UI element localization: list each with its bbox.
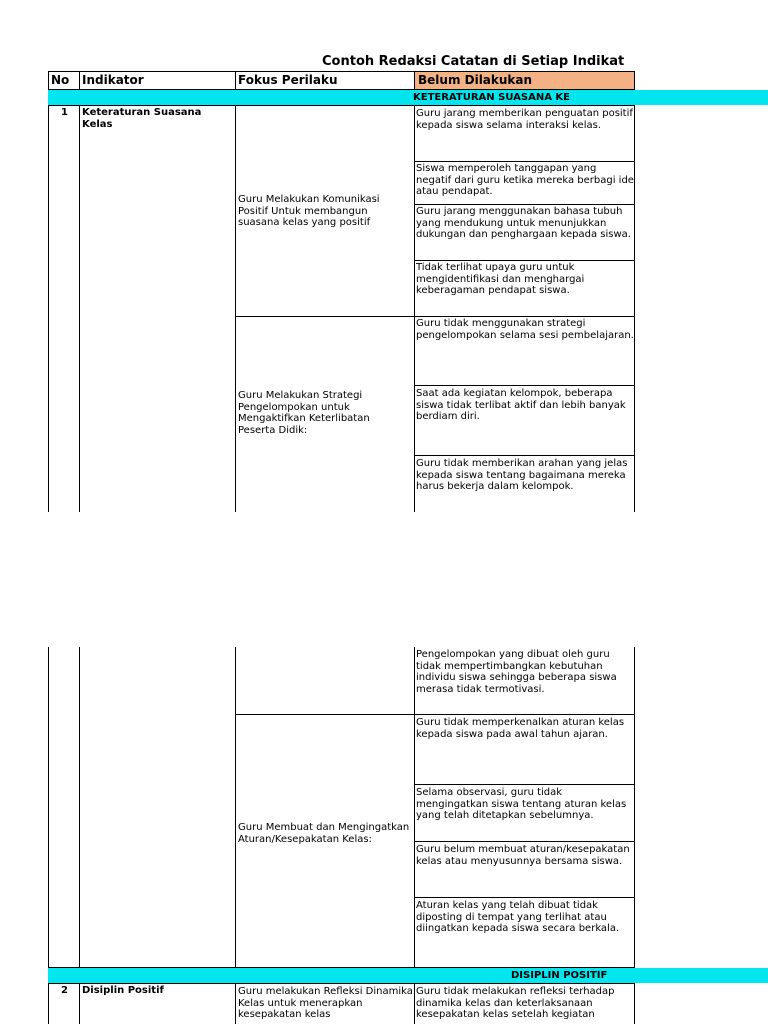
col-border (79, 105, 80, 512)
row-border (415, 204, 635, 205)
header-border (414, 71, 415, 89)
indikator-keteraturan: Keteraturan Suasana Kelas (82, 107, 202, 130)
indikator-disiplin-positif: Disiplin Positif (82, 985, 164, 996)
belum-item: Saat ada kegiatan kelompok, beberapa siswa tidak terlibat aktif dan lebih banyak berdiam diri. (416, 388, 626, 422)
belum-item: Guru jarang memberikan penguatan positif kepada siswa selama interaksi kelas. (416, 108, 633, 131)
col-border (634, 105, 635, 512)
col-border (414, 105, 415, 512)
page-title: Contoh Redaksi Catatan di Setiap Indikat (322, 54, 625, 69)
col-border (634, 983, 635, 1024)
col-border (634, 647, 635, 968)
header-border (79, 71, 80, 89)
row-border (415, 841, 635, 842)
header-fokus-perilaku: Fokus Perilaku (238, 73, 338, 87)
row-border (48, 983, 635, 984)
col-border (414, 647, 415, 968)
belum-item: Guru belum membuat aturan/kesepakatan kelas atau menyusunnya bersama siswa. (416, 844, 630, 867)
header-border (634, 71, 635, 89)
col-border (235, 105, 236, 512)
header-border (48, 71, 49, 89)
section-band-label: KETERATURAN SUASANA KE (413, 92, 570, 103)
header-no: No (51, 73, 70, 87)
belum-item: Guru tidak menggunakan strategi pengelompokan selama sesi pembelajaran. (416, 318, 634, 341)
belum-item: Guru jarang menggunakan bahasa tubuh yang mendukung untuk menunjukkan dukungan dan penghargaan kepada siswa. (416, 206, 631, 240)
fokus-strategi-pengelompokan: Guru Melakukan Strategi Pengelompokan untuk Mengaktifkan Keterlibatan Peserta Didik: (238, 390, 370, 436)
belum-item: Guru tidak memperkenalkan aturan kelas kepada siswa pada awal tahun ajaran. (416, 717, 625, 740)
fokus-aturan-kesepakatan: Guru Membuat dan Mengingatkan Aturan/Kesepakatan Kelas: (238, 822, 410, 845)
row-border (415, 260, 635, 261)
header-border (235, 71, 236, 89)
section-band-disiplin (48, 968, 768, 983)
col-border (414, 983, 415, 1024)
belum-item: Guru tidak melakukan refleksi terhadap dinamika kelas dan keterlaksanaan kesepakatan kelas setelah kegiatan (416, 986, 615, 1020)
col-border (48, 983, 49, 1024)
col-border (79, 647, 80, 968)
header-indikator: Indikator (82, 73, 144, 87)
belum-item: Aturan kelas yang telah dibuat tidak diposting di tempat yang terlihat atau diingatkan kepada siswa secara berkala. (416, 900, 620, 934)
fokus-komunikasi-positif: Guru Melakukan Komunikasi Positif Untuk membangun suasana kelas yang positif (238, 194, 380, 228)
belum-item: Siswa memperoleh tanggapan yang negatif dari guru ketika mereka berbagi ide atau pendapat. (416, 163, 634, 197)
col-border (48, 647, 49, 968)
belum-item: Selama observasi, guru tidak mengingatkan siswa tentang aturan kelas yang telah ditetapkan sebelumnya. (416, 787, 627, 821)
col-border (79, 983, 80, 1024)
row-border (415, 784, 635, 785)
fokus-refleksi-dinamika: Guru melakukan Refleksi Dinamika Kelas untuk menerapkan kesepakatan kelas (238, 986, 413, 1020)
row-border (415, 455, 635, 456)
row-border (236, 316, 635, 317)
row-border (48, 105, 635, 106)
col-border (235, 647, 236, 968)
belum-item: Pengelompokan yang dibuat oleh guru tidak mempertimbangkan kebutuhan individu siswa sehingga beberapa siswa merasa tidak termotivasi. (416, 649, 617, 695)
section-band-label: DISIPLIN POSITIF (511, 970, 608, 981)
row-number-2: 2 (61, 985, 68, 996)
row-number-1: 1 (61, 107, 68, 118)
belum-item: Tidak terlihat upaya guru untuk mengidentifikasi dan menghargai keberagaman pendapat siswa. (416, 262, 585, 296)
col-border (235, 983, 236, 1024)
row-border (415, 385, 635, 386)
section-band-keteraturan (48, 90, 768, 105)
row-border (415, 897, 635, 898)
row-border (236, 714, 635, 715)
row-border (415, 161, 635, 162)
header-belum-dilakukan: Belum Dilakukan (418, 73, 533, 87)
belum-item: Guru tidak memberikan arahan yang jelas kepada siswa tentang bagaimana mereka harus bekerja dalam kelompok. (416, 458, 628, 492)
col-border (48, 105, 49, 512)
